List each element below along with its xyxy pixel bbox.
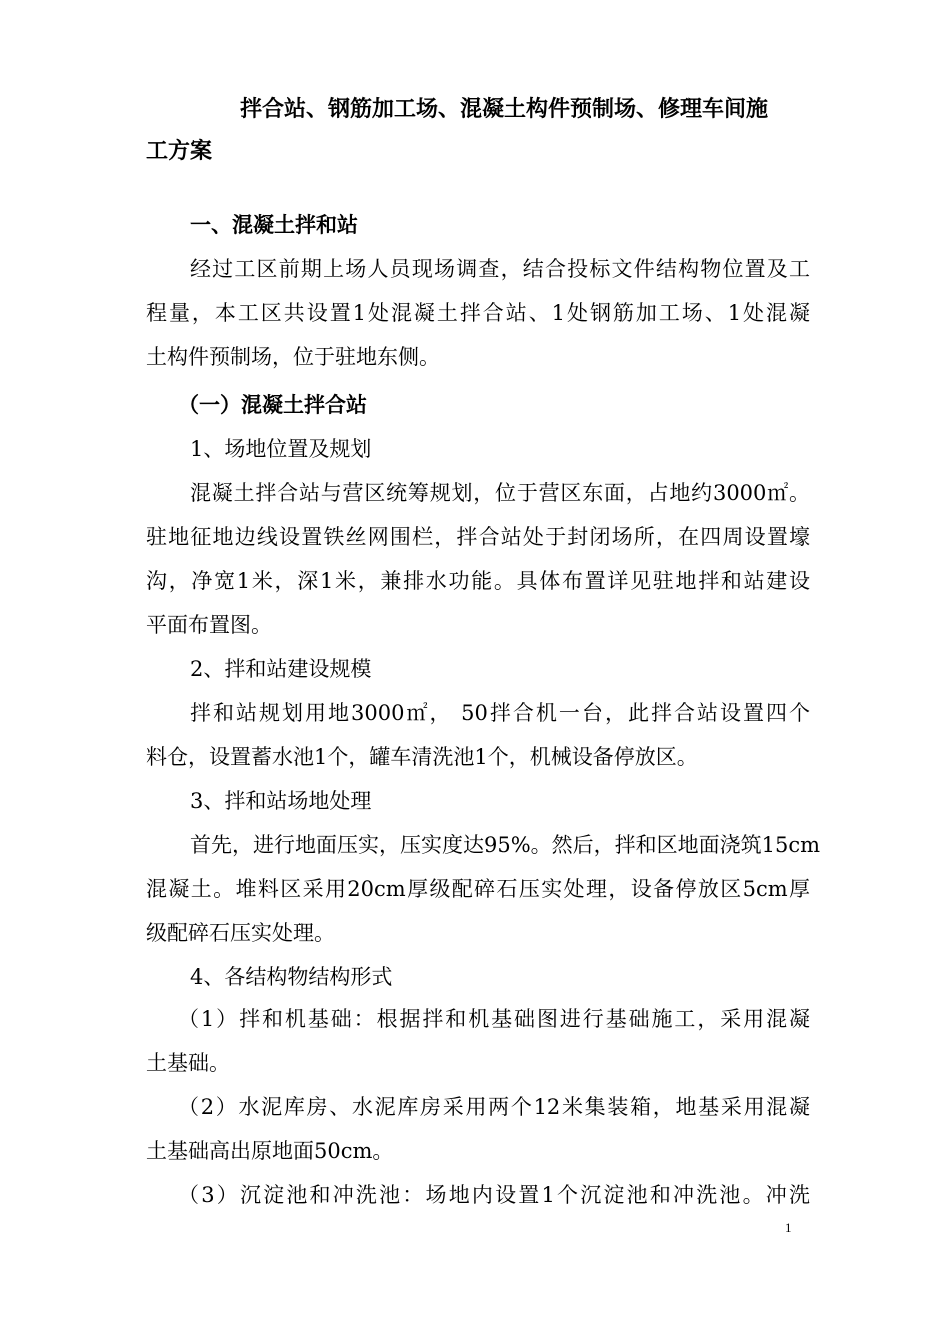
title-line-1: 拌合站、钢筋加工场、混凝土构件预制场、修理车间施 [240,96,769,122]
item-heading: 4、各结构物结构形式 [190,965,393,989]
page-number: 1 [785,1220,792,1235]
paragraph-line: （2）水泥库房、水泥库房采用两个12米集装箱，地基采用混凝 [178,1095,810,1119]
paragraph-line: 级配碎石压实处理。 [146,921,335,945]
paragraph-line: 混凝土拌合站与营区统筹规划，位于营区东面，占地约3000㎡。 [190,481,810,505]
paragraph-line: 程量，本工区共设置1处混凝土拌合站、1处钢筋加工场、1处混凝 [146,301,810,325]
item-heading: 3、拌和站场地处理 [190,789,372,813]
paragraph-line: 沟，净宽1米，深1米，兼排水功能。具体布置详见驻地拌和站建设 [146,569,810,593]
paragraph-line: 首先，进行地面压实，压实度达95%。然后，拌和区地面浇筑15cm [190,833,821,857]
paragraph-line: 土基础高出原地面50cm。 [146,1139,394,1163]
paragraph-line: 平面布置图。 [146,613,272,637]
paragraph-line: 驻地征地边线设置铁丝网围栏，拌合站处于封闭场所，在四周设置壕 [146,525,810,549]
paragraph-line: 土基础。 [146,1051,230,1075]
item-heading: 2、拌和站建设规模 [190,657,372,681]
paragraph-line: 经过工区前期上场人员现场调查，结合投标文件结构物位置及工 [190,257,810,281]
paragraph-line: 土构件预制场，位于驻地东侧。 [146,345,440,369]
paragraph-line: 料仓，设置蓄水池1个，罐车清洗池1个，机械设备停放区。 [146,745,698,769]
paragraph-line: 混凝土。堆料区采用20cm厚级配碎石压实处理，设备停放区5cm厚 [146,877,810,901]
section-heading: 一、混凝土拌和站 [190,212,358,237]
item-heading: 1、场地位置及规划 [190,437,372,461]
paragraph-line: （1）拌和机基础：根据拌和机基础图进行基础施工，采用混凝 [178,1007,810,1031]
paragraph-line: 拌和站规划用地3000㎡， 50拌合机一台，此拌合站设置四个 [190,701,810,725]
subsection-heading: （一）混凝土拌合站 [178,392,367,417]
title-line-2: 工方案 [146,138,213,164]
paragraph-line: （3）沉淀池和冲洗池：场地内设置1个沉淀池和冲洗池。冲洗 [178,1183,810,1207]
